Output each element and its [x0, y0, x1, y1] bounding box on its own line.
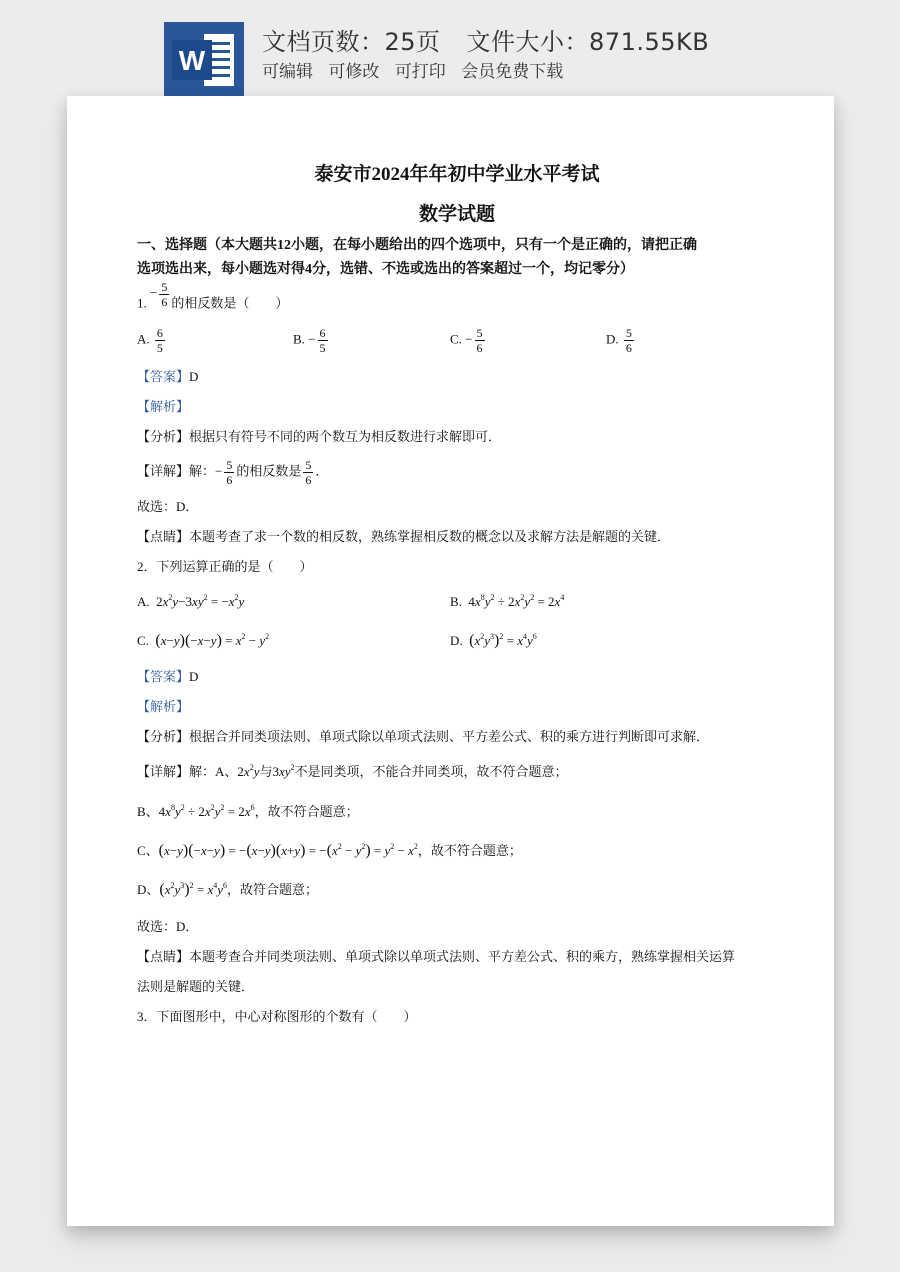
q1-detailed-solution: 【详解】解：− $\frac{5}{6}$ 的相反数是 $\frac{5}{6}$ ．	[137, 458, 329, 487]
q2-option-b: B. $4x^8y^2 \div 2x^2y^2 = 2x^4$	[450, 593, 565, 609]
file-size: 文件大小：871.55KB	[466, 28, 710, 56]
q2-option-a: A. $2x^2y-3xy^2 = -x^2y$	[137, 593, 245, 609]
q2-analysis: 【分析】根据合并同类项法则、单项式除以单项式法则、平方差公式、积的乘方进行判断即可求解．	[137, 729, 710, 744]
q2-answer: 【答案】D	[137, 669, 199, 684]
q1-answer: 【答案】D	[137, 369, 199, 384]
section-instructions-line2: 选项选出来，每小题选对得4分，选错、不选或选出的答案超过一个，均记零分）	[137, 262, 634, 277]
q2-solution-d: D、$(x^2y^3)^2 = x^4y^6$，故符合题意；	[137, 881, 319, 898]
download-banner	[0, 0, 900, 96]
q1-option-d: D. $\frac{5}{6}$	[606, 326, 632, 355]
feature-free-download: 会员免费下载	[461, 62, 564, 82]
exam-subtitle: 数学试题	[418, 204, 495, 225]
q1-option-a: A. $\frac{6}{5}$	[137, 326, 163, 355]
page-count: 文档页数：25页	[262, 28, 441, 56]
feature-printable: 可打印	[394, 62, 446, 82]
q2-comment-line2: 法则是解题的关键．	[137, 979, 255, 994]
section-instructions-line1: 一、选择题（本大题共12小题，在每小题给出的四个选项中，只有一个是正确的，请把正确	[137, 238, 697, 253]
q2-option-c: C. $(x-y)(-x-y) = x^2 - y^2$	[137, 632, 270, 649]
question-2-stem: 2．下列运算正确的是（ ）	[137, 559, 313, 574]
document-page	[67, 96, 834, 1226]
svg-text:W: W	[178, 45, 206, 76]
q2-choice: 故选：D．	[137, 919, 199, 934]
q2-solution-b: B、$4x^8y^2 \div 2x^2y^2 = 2x^6$，故不符合题意；	[137, 803, 359, 819]
fraction: $\frac{5}{6}$	[161, 280, 168, 309]
exam-title: 泰安市2024年年初中学业水平考试	[314, 164, 600, 185]
q2-solution-a: 【详解】解：A、$2x^2y$与$3xy^2$不是同类项，不能合并同类项，故不符合题意；	[137, 763, 568, 779]
q1-comment: 【点睛】本题考查了求一个数的相反数，熟练掌握相反数的概念以及求解方法是解题的关键．	[137, 529, 671, 544]
q2-option-d: D. $(x^2y^3)^2 = x^4y^6$	[450, 632, 537, 649]
q2-solution-c: C、$(x-y)(-x-y) = -(x-y)(x+y) = -(x^2 - y^2) = y^2 - x^2$，故不符合题意；	[137, 842, 522, 859]
feature-editable: 可编辑	[262, 62, 313, 82]
word-doc-icon	[164, 22, 244, 96]
feature-list	[262, 57, 573, 82]
q1-jiexi-label: 【解析】	[137, 399, 190, 414]
q2-comment-line1: 【点睛】本题考查合并同类项法则、单项式除以单项式法则、平方差公式、积的乘方，熟练掌握相关运算	[137, 949, 736, 964]
feature-modifiable: 可修改	[328, 62, 380, 82]
question-1-stem: 1. − $\frac{5}{6}$ 的相反数是（ ）	[137, 280, 289, 311]
doc-stats	[262, 22, 709, 57]
question-3-stem: 3．下面图形中，中心对称图形的个数有（ ）	[137, 1009, 417, 1024]
q1-option-b: B. − $\frac{6}{5}$	[293, 326, 326, 355]
q1-choice: 故选：D．	[137, 499, 199, 514]
q1-option-c: C. − $\frac{5}{6}$	[450, 326, 483, 355]
q2-jiexi-label: 【解析】	[137, 699, 190, 714]
q1-analysis: 【分析】根据只有符号不同的两个数互为相反数进行求解即可．	[137, 429, 502, 444]
